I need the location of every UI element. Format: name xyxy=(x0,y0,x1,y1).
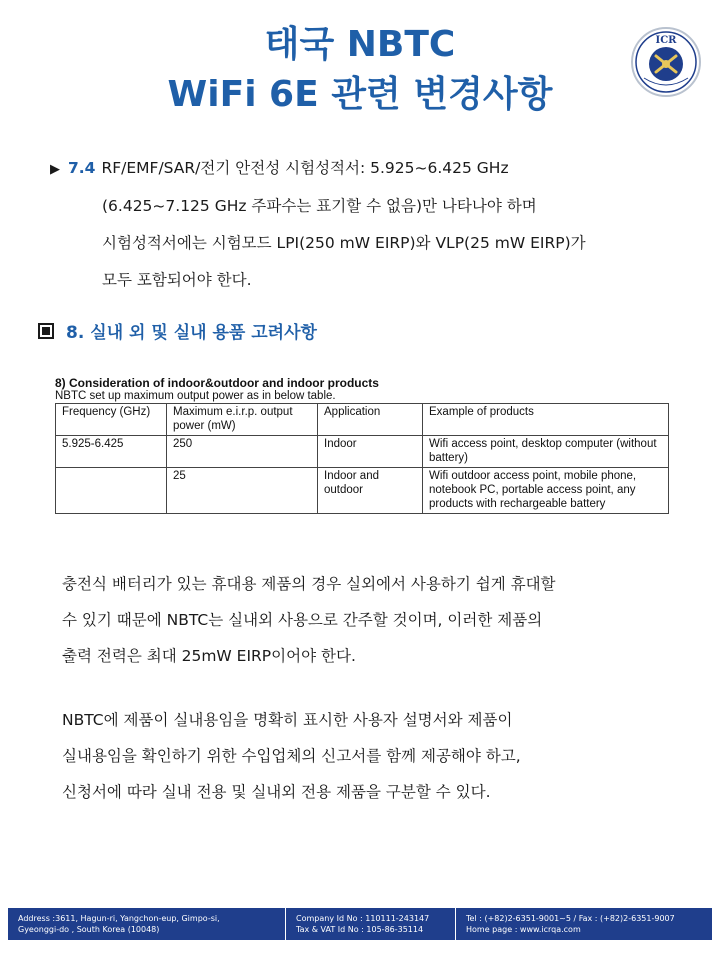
section-7-4-line4: 모두 포함되어야 한다. xyxy=(102,271,252,289)
page-title-line2: WiFi 6E 관련 변경사항 xyxy=(167,74,553,115)
icr-logo xyxy=(630,26,702,98)
paragraph-line: NBTC에 제품이 실내용임을 명확히 표시한 사용자 설명서와 제품이 xyxy=(62,711,513,729)
bullet-triangle-icon: ▶ xyxy=(50,162,60,177)
section-7-4-line3: 시험성적서에는 시험모드 LPI(250 mW EIRP)와 VLP(25 mW EIRP)가 xyxy=(102,234,586,252)
table-cell-examples: Wifi outdoor access point, mobile phone, notebook PC, portable access point, any products with rechargeable battery xyxy=(423,468,669,514)
section-7-4 xyxy=(50,150,690,299)
column-header: Maximum e.i.r.p. output power (mW) xyxy=(167,404,318,436)
footer-homepage: Home page : www.icrqa.com xyxy=(466,925,581,934)
footer-company-ids xyxy=(286,908,456,940)
section-8-heading xyxy=(38,318,317,343)
section-8-number: 8. xyxy=(66,323,85,343)
paragraph-line: 수 있기 때문에 NBTC는 실내외 사용으로 간주할 것이며, 이러한 제품의 xyxy=(62,611,543,629)
column-header: Frequency (GHz) xyxy=(56,404,167,436)
footer-address xyxy=(8,908,286,940)
footer-contact xyxy=(456,908,712,940)
paragraph-line: 출력 전력은 최대 25mW EIRP이어야 한다. xyxy=(62,647,356,665)
spec-table-excerpt xyxy=(55,376,669,514)
footer-tax-id: Tax & VAT Id No : 105-86-35114 xyxy=(296,925,424,934)
footer-company-id: Company Id No : 110111-243147 xyxy=(296,914,430,923)
table-cell-power: 25 xyxy=(167,468,318,514)
spec-table-heading: 8) Consideration of indoor&outdoor and indoor products xyxy=(55,376,379,390)
paragraph-line: 실내용임을 확인하기 위한 수입업체의 신고서를 함께 제공해야 하고, xyxy=(62,747,521,765)
table-cell-examples: Wifi access point, desktop computer (without battery) xyxy=(423,436,669,468)
square-bullet-icon xyxy=(38,323,54,339)
paragraph-portable-products xyxy=(62,566,702,674)
footer-address-line: Gyeonggi-do , South Korea (10048) xyxy=(18,925,160,934)
table-cell-frequency: 5.925-6.425 xyxy=(56,436,167,468)
table-cell-frequency xyxy=(56,468,167,514)
table-cell-application: Indoor and outdoor xyxy=(318,468,423,514)
footer-bar xyxy=(8,908,712,940)
section-7-4-line1 xyxy=(50,150,690,188)
page-title-line1: 태국 NBTC xyxy=(264,24,456,65)
column-header: Example of products xyxy=(423,404,669,436)
table-header-row xyxy=(56,404,669,436)
section-7-4-line2: (6.425~7.125 GHz 주파수는 표기할 수 없음)만 나타나야 하며 xyxy=(102,197,537,215)
paragraph-line: 충전식 배터리가 있는 휴대용 제품의 경우 실외에서 사용하기 쉽게 휴대할 xyxy=(62,575,556,593)
spec-table xyxy=(55,403,669,514)
logo-text: ICR xyxy=(655,35,677,46)
table-row xyxy=(56,468,669,514)
table-cell-application: Indoor xyxy=(318,436,423,468)
table-row xyxy=(56,436,669,468)
paragraph-documentation xyxy=(62,702,702,810)
footer-address-line: Address :3611, Hagun-ri, Yangchon-eup, Gimpo-si, xyxy=(18,914,220,923)
table-cell-power: 250 xyxy=(167,436,318,468)
section-7-4-text: RF/EMF/SAR/전기 안전성 시험성적서: 5.925~6.425 GHz xyxy=(101,159,509,177)
footer-phone-fax: Tel : (+82)2-6351-9001~5 / Fax : (+82)2-6351-9007 xyxy=(466,914,675,923)
spec-table-subheading: NBTC set up maximum output power as in below table. xyxy=(55,390,336,402)
paragraph-line: 신청서에 따라 실내 전용 및 실내외 전용 제품을 구분할 수 있다. xyxy=(62,783,491,801)
column-header: Application xyxy=(318,404,423,436)
section-8-title: 실내 외 및 실내 용품 고려사항 xyxy=(90,323,317,343)
section-7-4-number: 7.4 xyxy=(68,159,96,177)
